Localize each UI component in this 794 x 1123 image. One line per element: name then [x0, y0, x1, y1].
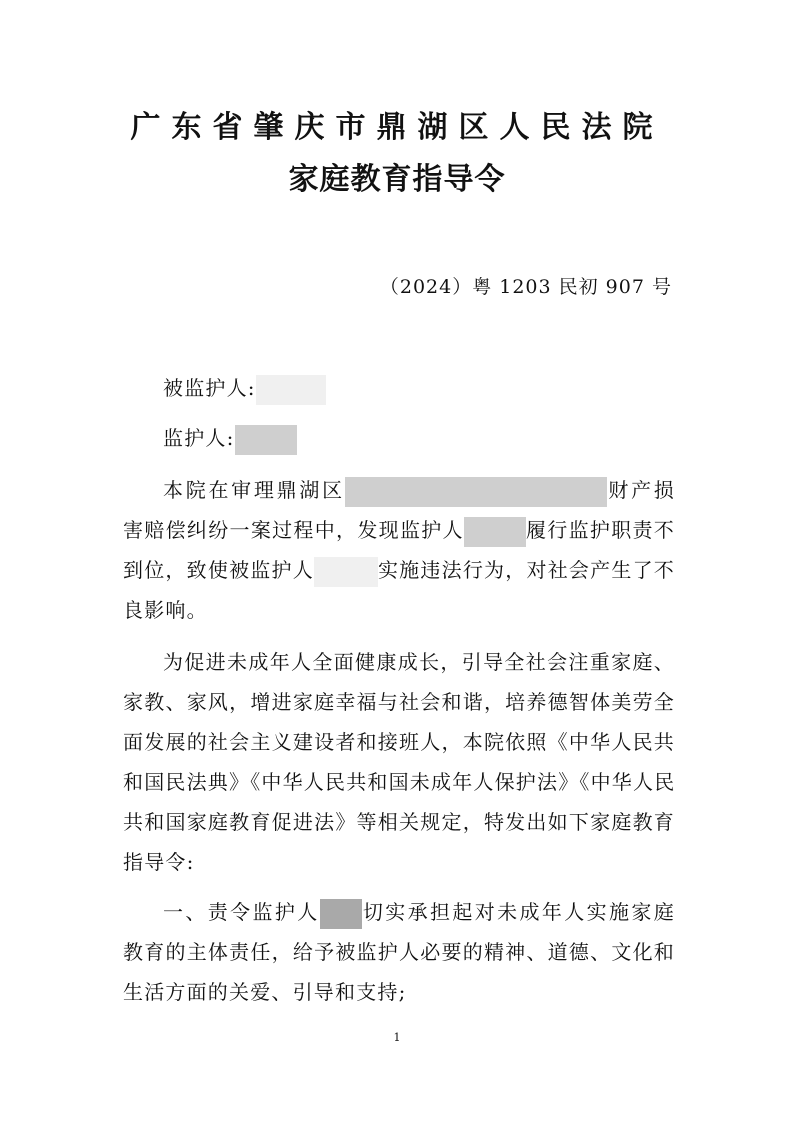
guardian-label: 监护人:: [163, 426, 235, 450]
redacted-guardian-name: [464, 517, 526, 547]
redacted-ward-name: [256, 375, 326, 405]
para1-text-2b: 履行监护职责不: [525, 518, 676, 542]
para1-text-2a: 害赔偿纠纷一案过程中，发现监护人: [123, 518, 464, 542]
para3-line1: [163, 898, 675, 929]
para1-text-3a: 到位，致使被监护人: [123, 558, 314, 582]
para2-line3: 面发展的社会主义建设者和接班人，本院依照《中华人民共: [123, 730, 675, 754]
para1-text-3b: 实施违法行为，对社会产生了不: [377, 558, 675, 582]
para2-line2: 家教、家风，增进家庭幸福与社会和谐，培养德智体美劳全: [123, 690, 675, 714]
para1-line4: 良影响。: [123, 598, 208, 622]
para3-line3: 生活方面的关爱、引导和支持;: [123, 980, 407, 1004]
para1-text-1b: 财产损: [606, 478, 675, 502]
para2-line6: 指导令:: [123, 850, 195, 874]
document-title: 家庭教育指导令: [288, 162, 506, 197]
para1-text-1a: 本院在审理鼎湖区: [163, 478, 345, 502]
redacted-guardian-name: [235, 425, 297, 455]
para2-line5: 共和国家庭教育促进法》等相关规定，特发出如下家庭教育: [123, 810, 675, 834]
para3-text-1b: 切实承担起对未成年人实施家庭: [361, 900, 675, 924]
para1-line1: [163, 476, 675, 507]
para1-line3: [123, 556, 675, 587]
redacted-ward-name: [314, 557, 378, 587]
para2-line1: 为促进未成年人全面健康成长，引导全社会注重家庭、: [163, 650, 675, 674]
ward-label: 被监护人:: [163, 376, 256, 400]
redacted-case-parties: [345, 477, 607, 507]
para2-line4: 和国民法典》《中华人民共和国未成年人保护法》《中华人民: [123, 770, 676, 794]
case-number: （2024）粤 1203 民初 907 号: [379, 276, 672, 298]
court-name: 广东省肇庆市鼎湖区人民法院: [130, 110, 664, 145]
page-number: 1: [393, 1031, 401, 1044]
guardian-line: [163, 424, 715, 455]
para1-line2: [123, 516, 675, 547]
para3-line2: 教育的主体责任，给予被监护人必要的精神、道德、文化和: [123, 940, 675, 964]
redacted-guardian-name: [320, 899, 362, 929]
para3-text-1a: 一、责令监护人: [163, 900, 320, 924]
ward-line: [163, 374, 715, 405]
